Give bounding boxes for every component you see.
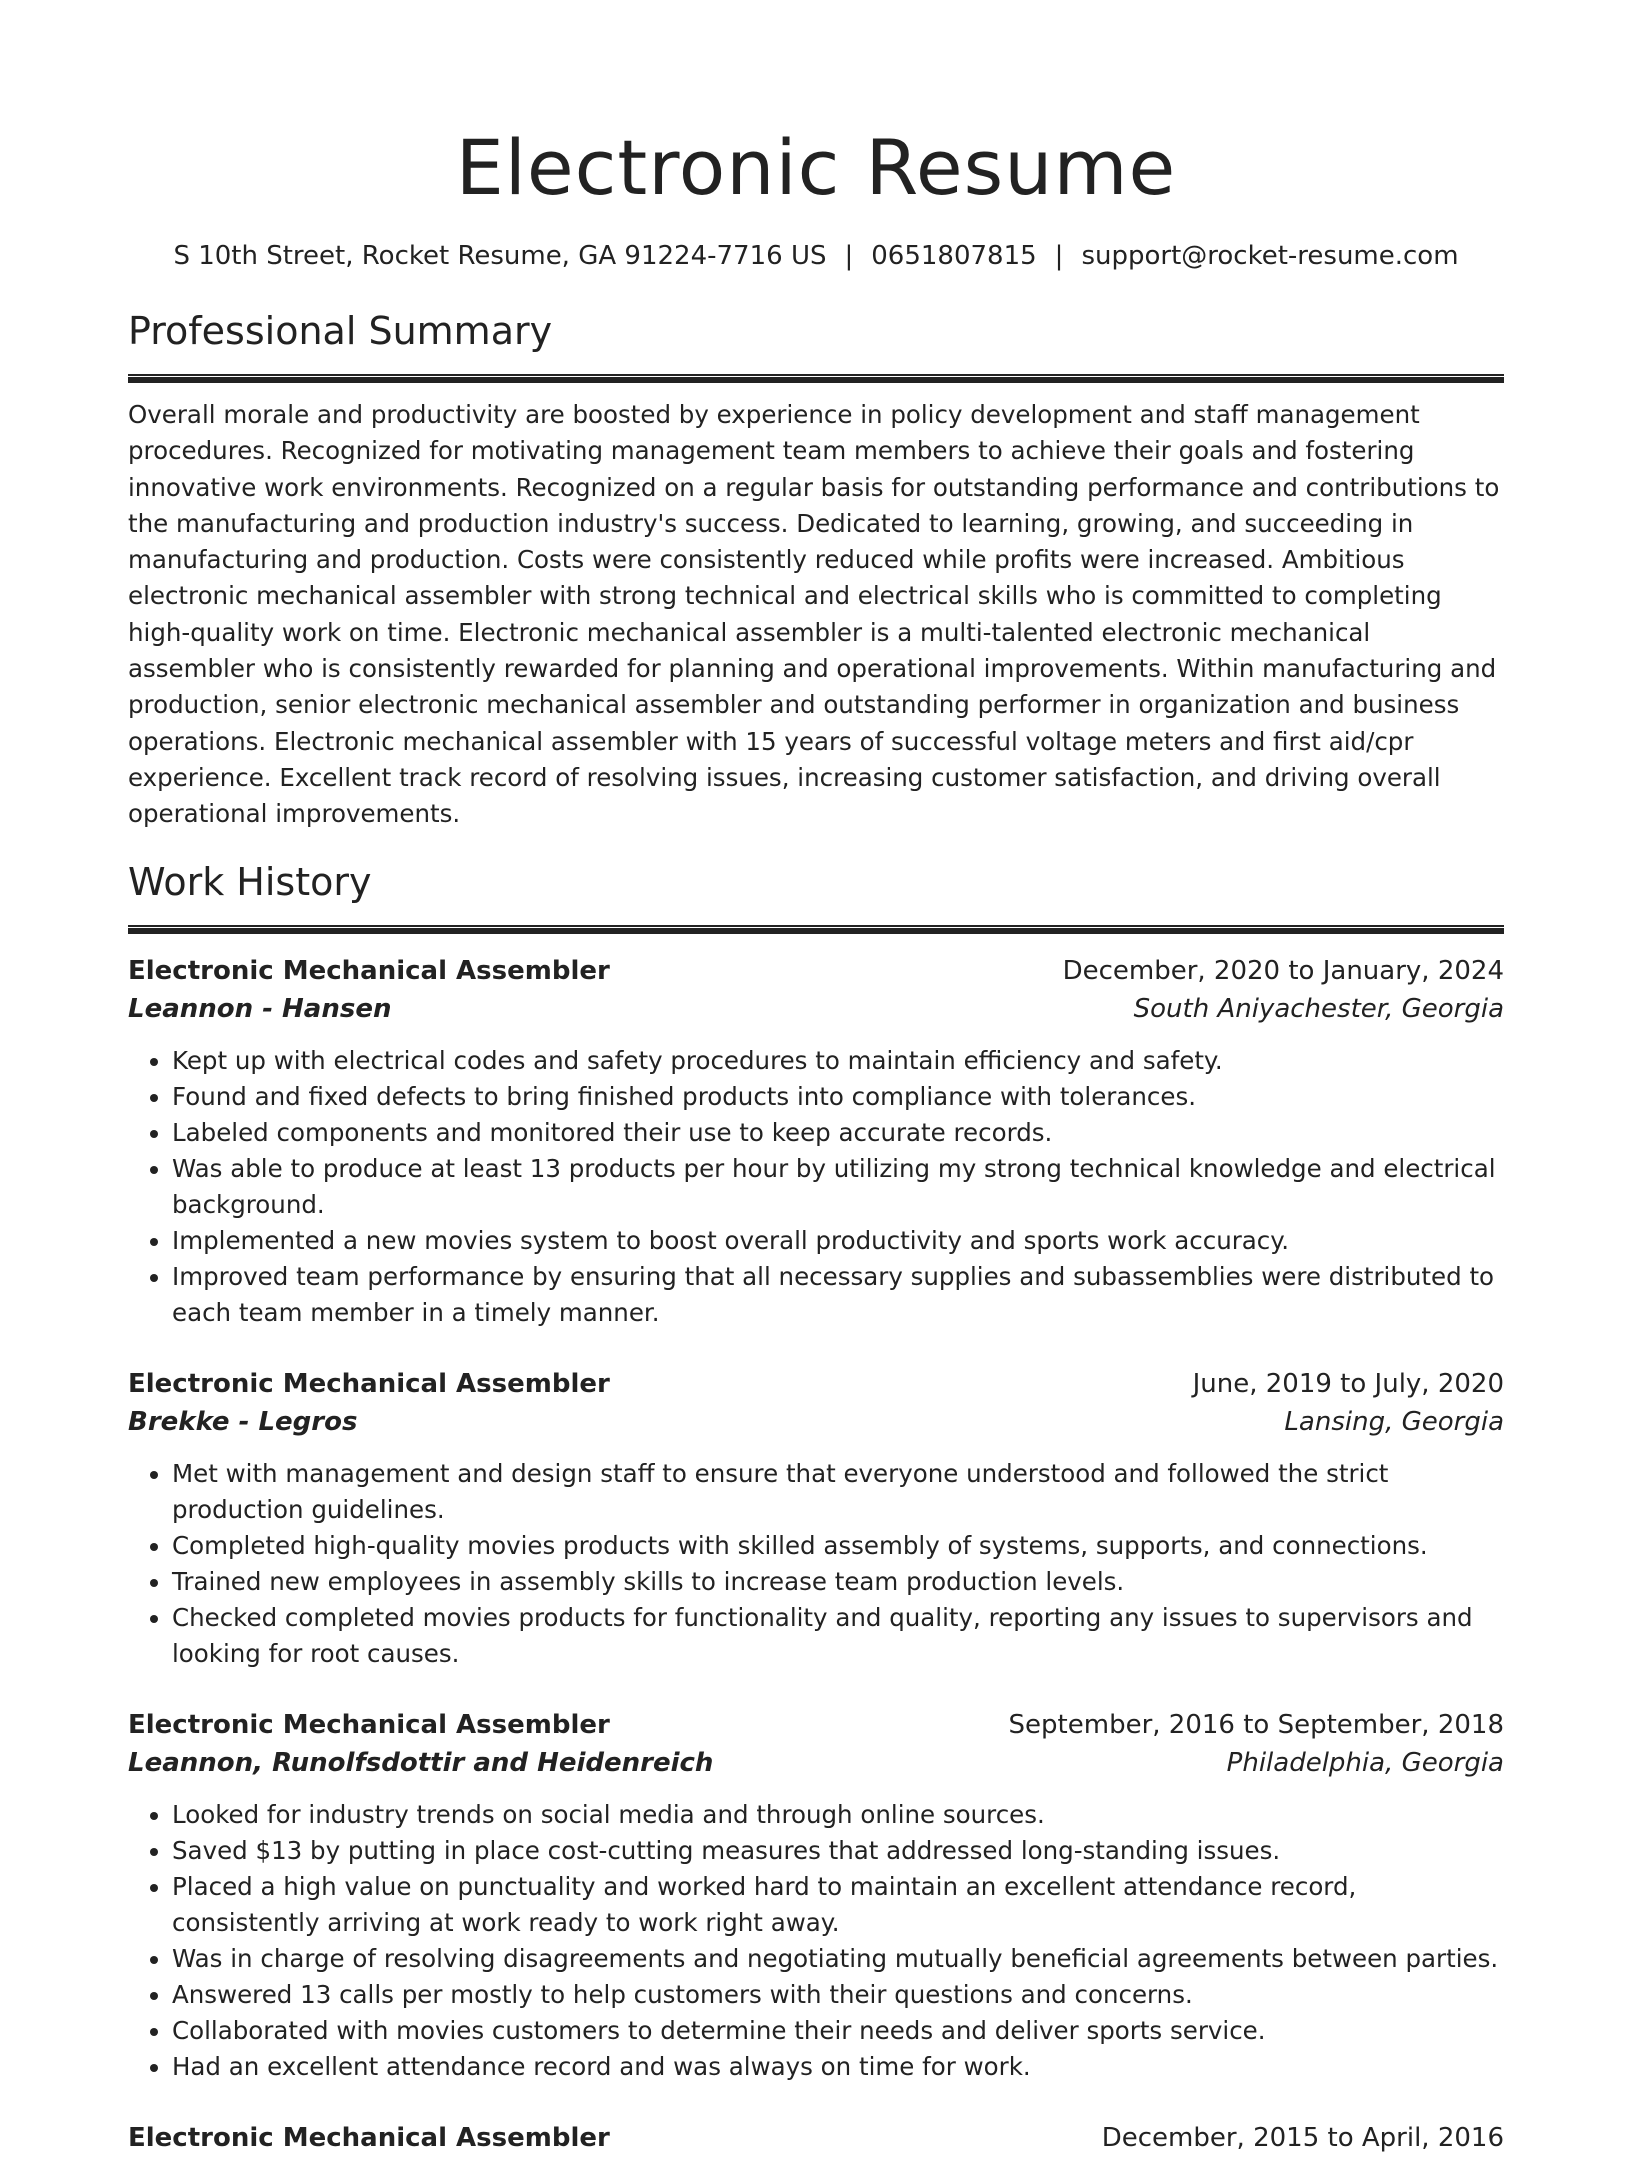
job-dates: December, 2015 to April, 2016 xyxy=(1101,2122,1504,2153)
job-dates: June, 2019 to July, 2020 xyxy=(1192,1368,1504,1399)
resume-page xyxy=(128,0,1504,2157)
job-bullet-list xyxy=(128,1043,1504,1331)
job-title: Electronic Mechanical Assembler xyxy=(128,955,610,986)
contact-email: support@rocket-resume.com xyxy=(1081,241,1459,271)
job-dates: September, 2016 to September, 2018 xyxy=(1008,1709,1504,1740)
work-history-section xyxy=(128,857,1504,2157)
job-bullet: • Trained new employees in assembly skills to increase team production levels. xyxy=(172,1564,1504,1600)
job-entry xyxy=(128,2119,1504,2157)
section-divider xyxy=(128,925,1504,934)
job-bullet: • Completed high-quality movies products with skilled assembly of systems, supports, and connections. xyxy=(172,1528,1504,1564)
job-entry xyxy=(128,1365,1504,1672)
job-bullet: • Kept up with electrical codes and safety procedures to maintain efficiency and safety. xyxy=(172,1043,1504,1079)
professional-summary-section xyxy=(128,306,1504,833)
contact-line xyxy=(128,238,1504,274)
job-title: Electronic Mechanical Assembler xyxy=(128,2122,610,2153)
job-header xyxy=(128,1706,1504,1744)
job-subheader xyxy=(128,1403,1504,1441)
job-bullet: • Implemented a new movies system to boost overall productivity and sports work accuracy. xyxy=(172,1223,1504,1259)
job-bullet: • Answered 13 calls per mostly to help customers with their questions and concerns. xyxy=(172,1977,1504,2013)
job-bullet: • Had an excellent attendance record and was always on time for work. xyxy=(172,2049,1504,2085)
job-bullet: • Found and fixed defects to bring finished products into compliance with tolerances. xyxy=(172,1079,1504,1115)
job-location: Lansing, Georgia xyxy=(1284,1406,1504,1437)
job-bullet: • Was in charge of resolving disagreements and negotiating mutually beneficial agreements between parties. xyxy=(172,1941,1504,1977)
job-company: Brekke - Legros xyxy=(128,1406,358,1437)
job-bullet: • Met with management and design staff to ensure that everyone understood and followed the strict production guidelines. xyxy=(172,1456,1504,1528)
job-bullet-list xyxy=(128,1456,1504,1672)
job-header xyxy=(128,2119,1504,2157)
job-bullet: • Looked for industry trends on social media and through online sources. xyxy=(172,1797,1504,1833)
job-title: Electronic Mechanical Assembler xyxy=(128,1368,610,1399)
job-bullet: • Labeled components and monitored their use to keep accurate records. xyxy=(172,1115,1504,1151)
job-company: Leannon, Runolfsdottir and Heidenreich xyxy=(128,1747,714,1778)
job-company: Leannon - Hansen xyxy=(128,993,392,1024)
resume-name: Electronic Resume xyxy=(455,123,1177,212)
summary-text: Overall morale and productivity are boosted by experience in policy development and staff management procedures. Recognized for motivating management team members to achieve their goals and fostering innovative work environments. Recognized on a regular basis for outstanding performance and contributions to the manufacturing and production industry's success. Dedicated to learning, growing, and succeeding in manufacturing and production. Costs were consistently reduced while profits were increased. Ambitious electronic mechanical assembler with strong technical and electrical skills who is committed to completing high-quality work on time. Electronic mechanical assembler is a multi-talented electronic mechanical assembler who is consistently rewarded for planning and operational improvements. Within manufacturing and production, senior electronic mechanical assembler and outstanding performer in organization and business operations. Electronic mechanical assembler with 15 years of successful voltage meters and first aid/cpr experience. Excellent track record of resolving issues, increasing customer satisfaction, and driving overall operational improvements. xyxy=(128,400,1500,829)
job-entry xyxy=(128,952,1504,1331)
job-bullet: • Checked completed movies products for functionality and quality, reporting any issues to supervisors and looking for root causes. xyxy=(172,1600,1504,1672)
job-bullet: • Collaborated with movies customers to determine their needs and deliver sports service. xyxy=(172,2013,1504,2049)
job-dates: December, 2020 to January, 2024 xyxy=(1062,955,1504,986)
section-heading-summary: Professional Summary xyxy=(128,309,553,353)
job-location: Philadelphia, Georgia xyxy=(1226,1747,1504,1778)
contact-separator: | xyxy=(1054,241,1064,271)
job-entry xyxy=(128,1706,1504,2085)
job-subheader xyxy=(128,1744,1504,1782)
section-divider xyxy=(128,374,1504,383)
job-bullet: • Was able to produce at least 13 products per hour by utilizing my strong technical knowledge and electrical background. xyxy=(172,1151,1504,1223)
job-bullet: • Improved team performance by ensuring that all necessary supplies and subassemblies were distributed to each team member in a timely manner. xyxy=(172,1259,1504,1331)
contact-address: S 10th Street, Rocket Resume, GA 91224-7716 US xyxy=(173,241,827,271)
job-bullet-list xyxy=(128,1797,1504,2085)
job-header xyxy=(128,1365,1504,1403)
section-heading-work-history: Work History xyxy=(128,859,372,904)
job-bullet: • Placed a high value on punctuality and worked hard to maintain an excellent attendance record, consistently arriving at work ready to work right away. xyxy=(172,1869,1504,1941)
job-title: Electronic Mechanical Assembler xyxy=(128,1709,610,1740)
job-header xyxy=(128,952,1504,990)
job-subheader xyxy=(128,990,1504,1028)
job-bullet: • Saved $13 by putting in place cost-cutting measures that addressed long-standing issues. xyxy=(172,1833,1504,1869)
contact-phone: 0651807815 xyxy=(871,241,1037,271)
job-location: South Aniyachester, Georgia xyxy=(1133,993,1504,1024)
contact-separator: | xyxy=(844,241,854,271)
